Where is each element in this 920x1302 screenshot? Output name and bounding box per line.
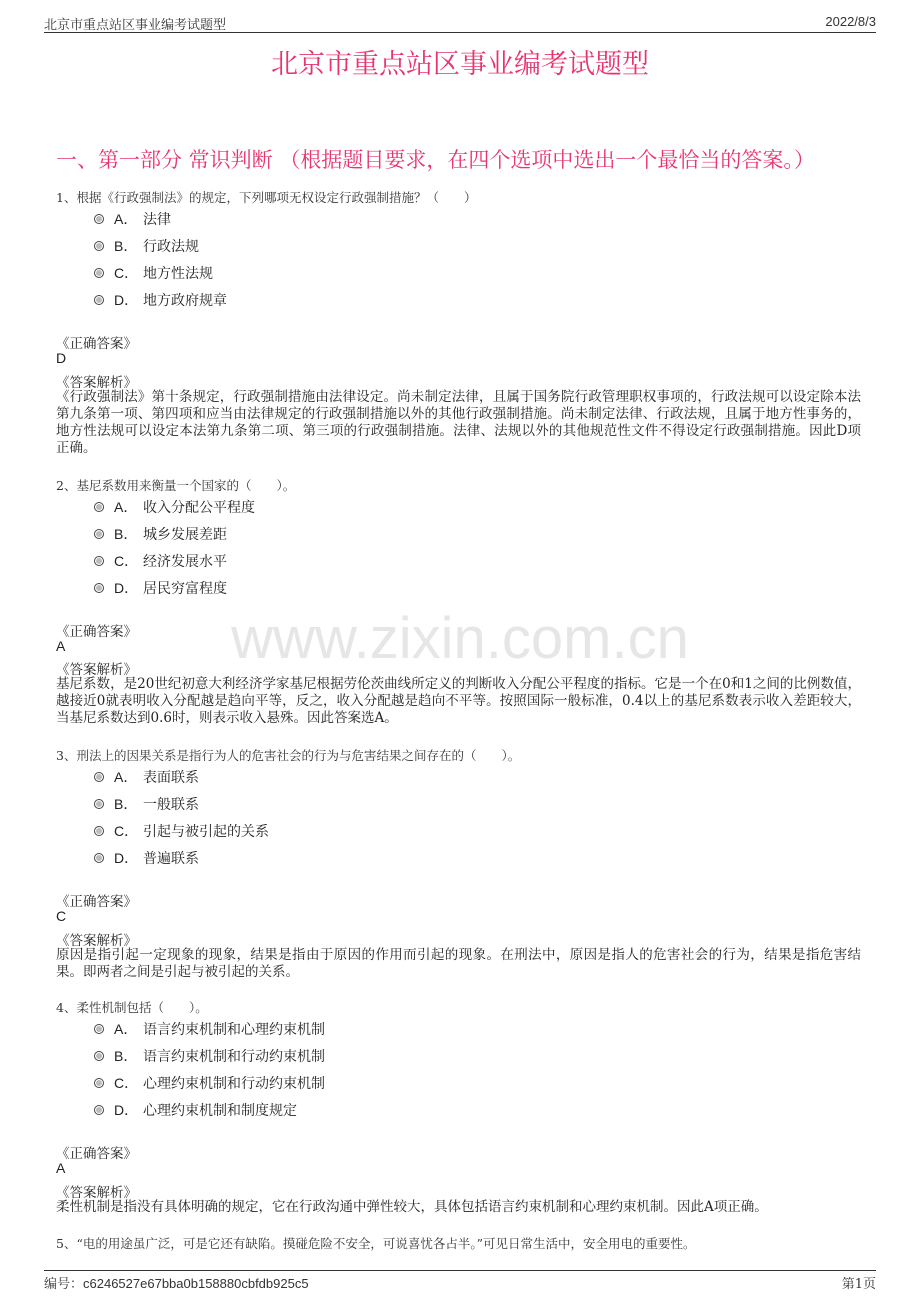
option-text: 城乡发展差距 — [143, 527, 227, 543]
page-header — [44, 12, 876, 33]
radio-icon[interactable] — [94, 268, 104, 278]
option-text: 引起与被引起的关系 — [143, 824, 269, 840]
radio-icon[interactable] — [94, 799, 104, 809]
radio-icon[interactable] — [94, 214, 104, 224]
question-3-analysis-label: 《答案解析》 — [56, 933, 137, 949]
question-4-explanation: 柔性机制是指没有具体明确的规定，它在行政沟通中弹性较大，具体包括语言约束机制和心理约束机制。因此A项正确。 — [56, 1199, 768, 1215]
option-letter: C． — [114, 823, 139, 839]
option-text: 表面联系 — [143, 770, 199, 786]
footer-id-label: 编号： — [44, 1277, 84, 1292]
header-date: 2022/8/3 — [825, 14, 876, 29]
question-2-analysis-label: 《答案解析》 — [56, 662, 137, 678]
radio-icon[interactable] — [94, 772, 104, 782]
option-letter: B． — [114, 238, 138, 254]
option-letter: D． — [114, 850, 139, 866]
footer-id-value: c6246527e67bba0b158880cbfdb925c5 — [83, 1276, 309, 1291]
question-3-stem: 3、刑法上的因果关系是指行为人的危害社会的行为与危害结果之间存在的（ ）。 — [56, 748, 521, 763]
question-4-analysis-label: 《答案解析》 — [56, 1185, 137, 1201]
option-text: 法律 — [143, 212, 171, 228]
option-text: 心理约束机制和制度规定 — [143, 1103, 297, 1119]
question-2-stem: 2、基尼系数用来衡量一个国家的（ ）。 — [56, 478, 296, 493]
footer-id — [44, 1273, 309, 1292]
radio-icon[interactable] — [94, 529, 104, 539]
option-text: 地方政府规章 — [143, 293, 227, 309]
option-letter: A． — [114, 769, 138, 785]
option-text: 语言约束机制和心理约束机制 — [143, 1022, 325, 1038]
question-1-explanation: 《行政强制法》第十条规定，行政强制措施由法律设定。尚未制定法律，且属于国务院行政管理职权事项的，行政法规可以设定除本法第九条第一项、第四项和应当由法律规定的行政强制措施以外的其他行政强制措施。尚未制定法律、行政法规，且属于地方性事务的，地方性法规可以设定本法第九条第二项、第三项的行政强制措施。法律、法规以外的其他规范性文件不得设定行政强制措施。因此D项正确。 — [56, 389, 861, 456]
question-3-explanation: 原因是指引起一定现象的现象，结果是指由于原因的作用而引起的现象。在刑法中，原因是指人的危害社会的行为，结果是指危害结果。即两者之间是引起与被引起的关系。 — [56, 947, 861, 980]
question-1-answer: D — [56, 350, 67, 366]
option-letter: A． — [114, 211, 138, 227]
header-doc-title: 北京市重点站区事业编考试题型 — [44, 18, 227, 33]
option-letter: A． — [114, 499, 138, 515]
section-heading: 一、第一部分 常识判断 （根据题目要求，在四个选项中选出一个最恰当的答案。） — [56, 148, 815, 172]
question-4-answer-label: 《正确答案》 — [56, 1146, 137, 1162]
option-text: 心理约束机制和行动约束机制 — [143, 1076, 325, 1092]
option-text: 语言约束机制和行动约束机制 — [143, 1049, 325, 1065]
question-2-explanation: 基尼系数，是20世纪初意大利经济学家基尼根据劳伦茨曲线所定义的判断收入分配公平程度的指标。它是一个在0和1之间的比例数值，越接近0就表明收入分配越是趋向平等，反之，收入分配越是趋向不平等。按照国际一般标准，0.4以上的基尼系数表示收入差距较大，当基尼系数达到0.6时，则表示收入悬殊。因此答案选A。 — [56, 676, 861, 726]
question-3-answer-label: 《正确答案》 — [56, 894, 137, 910]
radio-icon[interactable] — [94, 556, 104, 566]
question-1-analysis-label: 《答案解析》 — [56, 375, 137, 391]
radio-icon[interactable] — [94, 826, 104, 836]
question-2-answer-label: 《正确答案》 — [56, 624, 137, 640]
option-text: 地方性法规 — [143, 266, 213, 282]
radio-icon[interactable] — [94, 295, 104, 305]
option-letter: D． — [114, 580, 139, 596]
option-letter: D． — [114, 292, 139, 308]
option-letter: B． — [114, 526, 138, 542]
option-letter: B． — [114, 796, 138, 812]
option-letter: B． — [114, 1048, 138, 1064]
option-text: 行政法规 — [143, 239, 199, 255]
radio-icon[interactable] — [94, 853, 104, 863]
document-title: 北京市重点站区事业编考试题型 — [271, 49, 649, 80]
radio-icon[interactable] — [94, 583, 104, 593]
radio-icon[interactable] — [94, 502, 104, 512]
option-text: 一般联系 — [143, 797, 199, 813]
option-text: 居民穷富程度 — [143, 581, 227, 597]
question-4-answer: A — [56, 1160, 66, 1176]
question-5-stem: 5、“电的用途虽广泛，可是它还有缺陷。摸碰危险不安全，可说喜忧各占半。”可见日常生活中，安全用电的重要性。 — [56, 1236, 696, 1251]
radio-icon[interactable] — [94, 1078, 104, 1088]
radio-icon[interactable] — [94, 1024, 104, 1034]
option-text: 经济发展水平 — [143, 554, 227, 570]
radio-icon[interactable] — [94, 1051, 104, 1061]
option-letter: D． — [114, 1102, 139, 1118]
page-number: 第1页 — [841, 1277, 876, 1292]
option-letter: C． — [114, 553, 139, 569]
radio-icon[interactable] — [94, 1105, 104, 1115]
page-footer — [44, 1270, 876, 1291]
question-4-stem: 4、柔性机制包括（ ）。 — [56, 1000, 208, 1015]
option-letter: C． — [114, 1075, 139, 1091]
question-1-answer-label: 《正确答案》 — [56, 336, 137, 352]
option-letter: A． — [114, 1021, 138, 1037]
option-text: 普遍联系 — [143, 851, 199, 867]
radio-icon[interactable] — [94, 241, 104, 251]
question-3-answer: C — [56, 908, 67, 924]
question-1-stem: 1、根据《行政强制法》的规定，下列哪项无权设定行政强制措施？（ ） — [56, 190, 477, 205]
option-text: 收入分配公平程度 — [143, 500, 255, 516]
option-letter: C． — [114, 265, 139, 281]
question-2-answer: A — [56, 638, 66, 654]
watermark: www.zixin.com.cn — [231, 606, 689, 671]
